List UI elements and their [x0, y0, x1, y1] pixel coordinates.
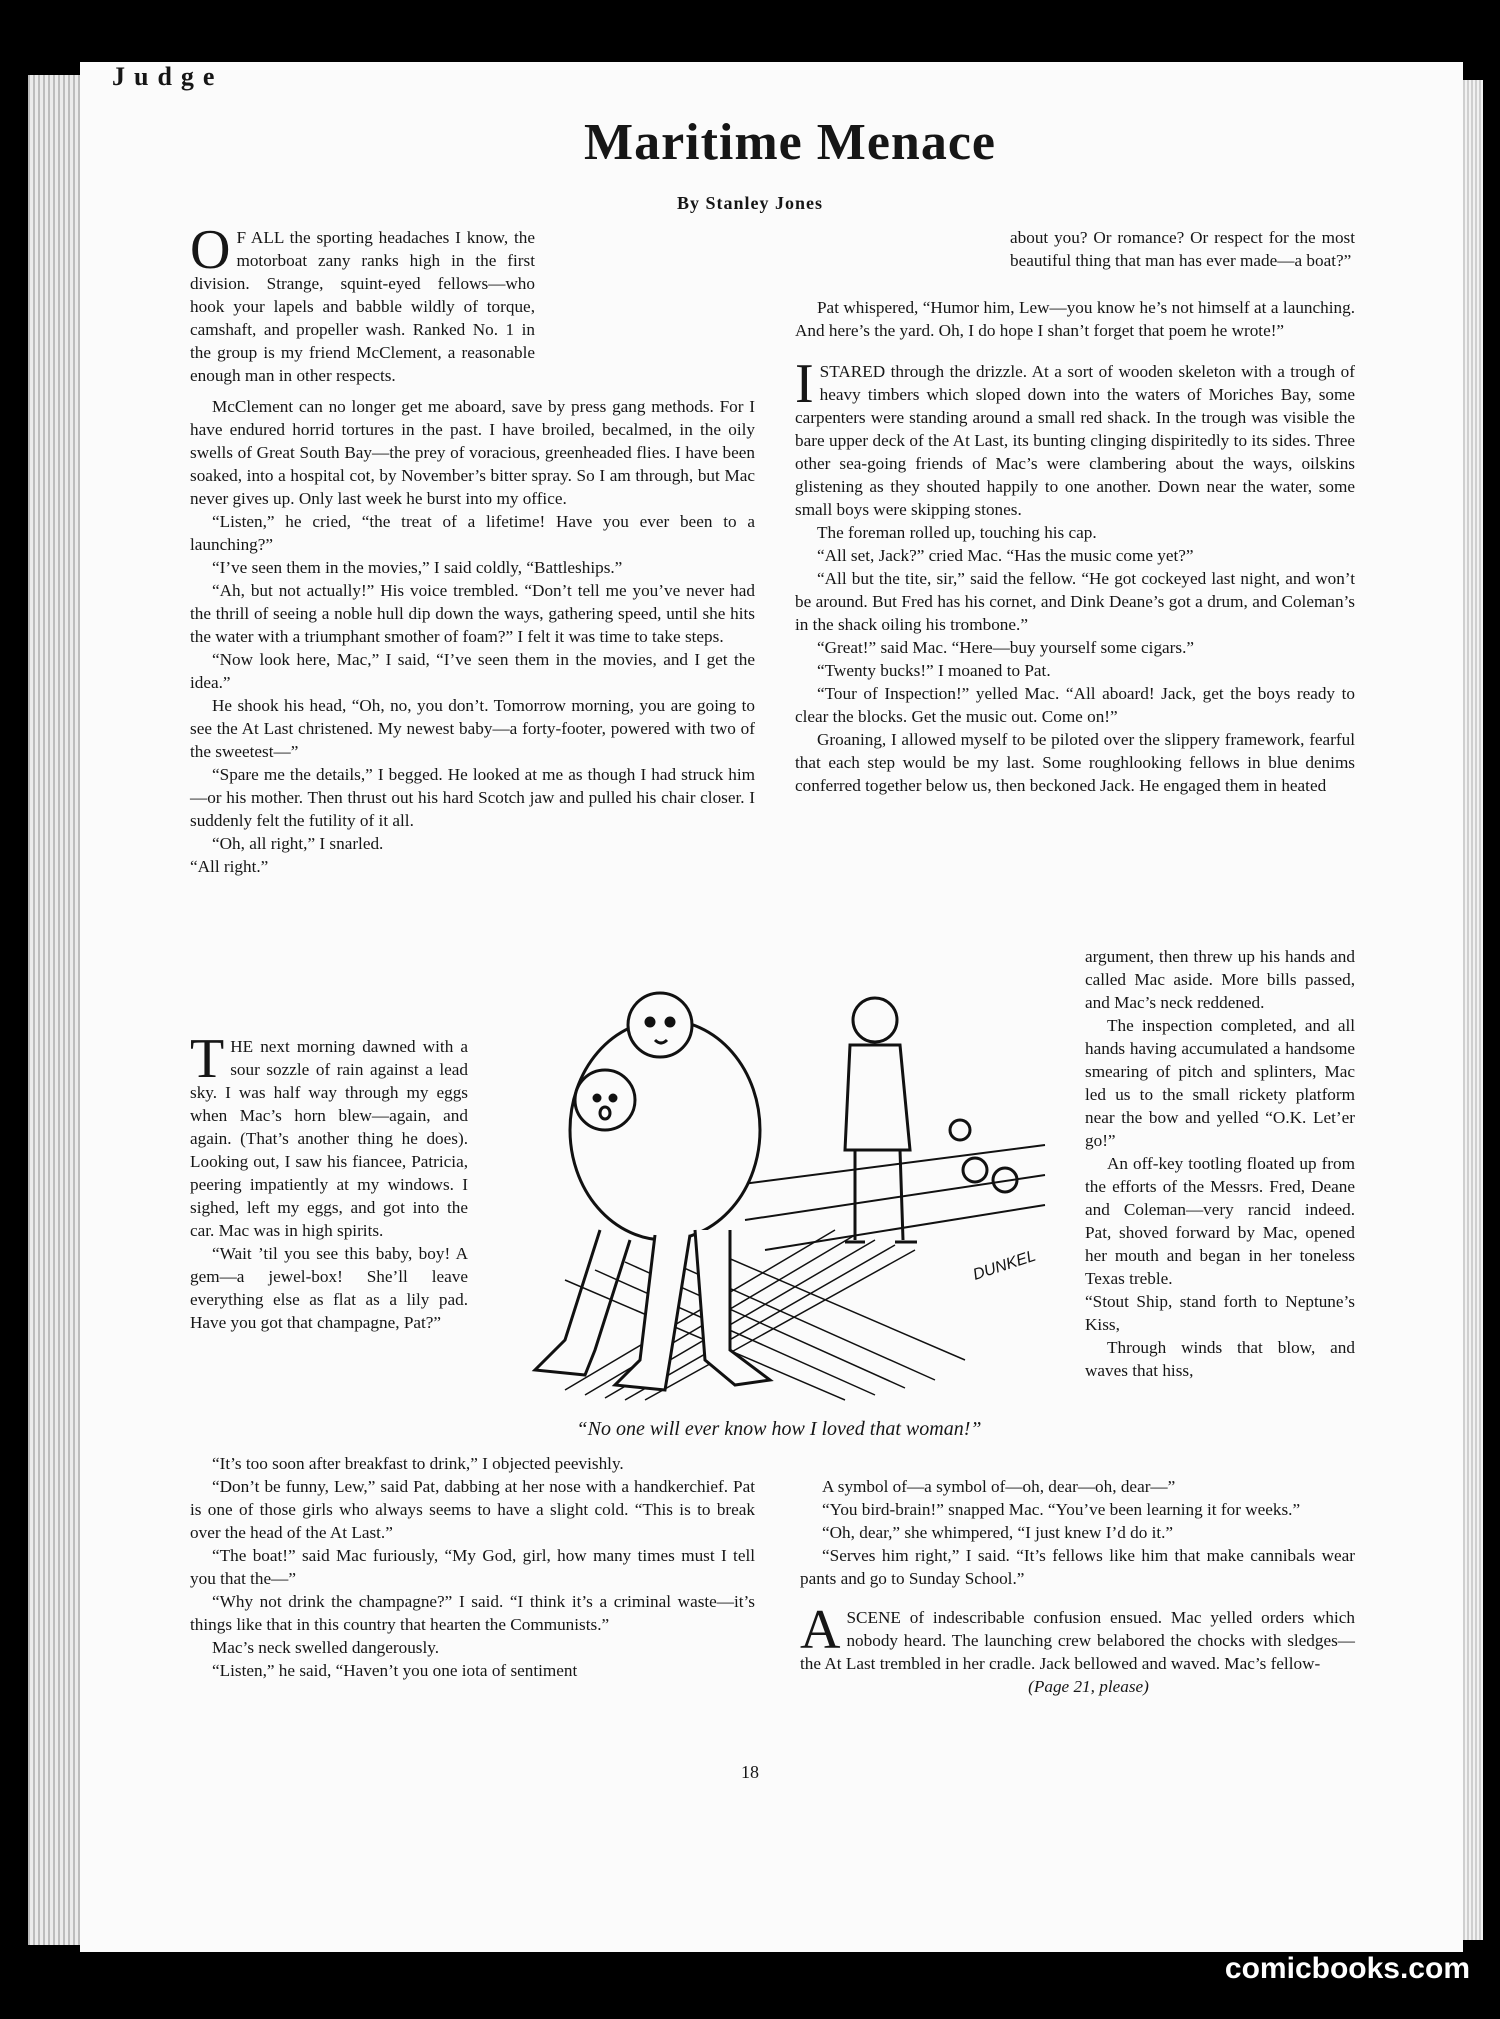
paragraph: “Great!” said Mac. “Here—buy yourself some cigars.”: [817, 638, 1195, 657]
paragraph: “Twenty bucks!” I moaned to Pat.: [817, 661, 1051, 680]
paragraph: Mac’s neck swelled dangerously.: [212, 1638, 440, 1657]
continued-note: (Page 21, please): [1028, 1677, 1149, 1696]
paragraph: An off-key tootling floated up from the efforts of the Messrs. Fred, Deane and Coleman—very rancid indeed. Pat, shoved forward by Mac, opened her mouth and began in her toneless Texas treble.: [1085, 1154, 1355, 1288]
drop-cap: T: [190, 1028, 225, 1090]
page-edge: [1463, 80, 1483, 1940]
column-1-top: [190, 219, 535, 387]
drop-cap: I: [795, 353, 814, 415]
article-title: Maritime Menace: [583, 114, 996, 171]
poem-line: Through winds that blow, and waves that hiss,: [1085, 1338, 1355, 1380]
column-1-bottom: [190, 1452, 755, 1682]
column-2-top: [1010, 226, 1355, 272]
paragraph: ISTARED through the drizzle. At a sort of wooden skeleton with a trough of heavy timbers which sloped down into the waters of Moriches Bay, some carpenters were standing around a small red shack. In the trough was visible the bare upper deck of the At Last, its bunting clinging dispiritedly to its sides. Three other sea-going friends of Mac’s were clambering about the ways, oilskins glistening as they shouted happily to one another. Down near the water, some small boys were skipping stones.: [795, 353, 1355, 519]
paragraph: “Wait ’til you see this baby, boy! A gem—a jewel-box! She’ll leave everything else as flat as a lily pad. Have you got that champagne, Pat?”: [190, 1244, 468, 1332]
paragraph: He shook his head, “Oh, no, you don’t. Tomorrow morning, you are going to see the At Last christened. My newest baby—a forty-footer, powered with two of the sweetest—”: [190, 696, 755, 761]
book-spine: [28, 75, 82, 1945]
column-1: [190, 395, 755, 878]
column-2-narrow: [1085, 945, 1355, 1382]
paragraph: Pat whispered, “Humor him, Lew—you know he’s not himself at a launching. And here’s the yard. Oh, I do hope I shan’t forget that poem he wrote!”: [795, 298, 1355, 340]
artist-signature: DUNKEL: [970, 1247, 1038, 1284]
paragraph: “The boat!” said Mac furiously, “My God, girl, how many times must I tell you that the—”: [190, 1546, 755, 1588]
paragraph: THE next morning dawned with a sour sozzle of rain against a lead sky. I was half way through my eggs when Mac’s horn blew—again, and again. (That’s another thing he does). Looking out, I saw his fiancee, Patricia, peering impatiently at my windows. I sighed, left my eggs, and got into the car. Mac was in high spirits.: [190, 1028, 468, 1240]
cartoon-illustration: [505, 980, 1065, 1410]
poem-line: A symbol of—a symbol of—oh, dear—oh, dear—”: [822, 1477, 1176, 1496]
paragraph: ASCENE of indescribable confusion ensued. Mac yelled orders which nobody heard. The launching crew belabored the chocks with sledges—the At Last trembled in her cradle. Jack bellowed and waved. Mac’s fellow-: [800, 1599, 1355, 1673]
paragraph: The inspection completed, and all hands having accumulated a handsome smearing of pitch and splinters, Mac led us to the small rickety platform near the bow and yelled “O.K. Let’er go!”: [1085, 1016, 1355, 1150]
paragraph: argument, then threw up his hands and called Mac aside. More bills passed, and Mac’s neck reddened.: [1085, 947, 1355, 1012]
paragraph: “All set, Jack?” cried Mac. “Has the music come yet?”: [817, 546, 1194, 565]
paragraph: Groaning, I allowed myself to be piloted over the slippery framework, fearful that each step would be my last. Some roughlooking fellows in blue denims conferred together below us, then beckoned Jack. He engaged them in heated: [795, 730, 1355, 795]
paragraph: “Oh, all right,” I snarled.: [212, 834, 384, 853]
paragraph: about you? Or romance? Or respect for the most beautiful thing that man has ever made—a boat?”: [1010, 228, 1355, 270]
column-2-bottom: [800, 1475, 1355, 1698]
masthead: Judge: [112, 62, 224, 91]
paragraph: The foreman rolled up, touching his cap.: [817, 523, 1097, 542]
cartoon-caption: “No one will ever know how I loved that woman!”: [576, 1418, 982, 1440]
page-number: 18: [741, 1762, 759, 1782]
drop-cap: O: [190, 219, 231, 281]
column-2: [795, 296, 1355, 797]
paragraph: “Now look here, Mac,” I said, “I’ve seen them in the movies, and I get the idea.”: [190, 650, 755, 692]
watermark: comicbooks.com: [1224, 1952, 1470, 1985]
paragraph: “Listen,” he said, “Haven’t you one iota of sentiment: [212, 1661, 578, 1680]
paragraph: “Oh, dear,” she whimpered, “I just knew I’d do it.”: [822, 1523, 1174, 1542]
paragraph: “Listen,” he cried, “the treat of a lifetime! Have you ever been to a launching?”: [190, 512, 755, 554]
paragraph: “Spare me the details,” I begged. He looked at me as though I had struck him—or his mother. Then thrust out his hard Scotch jaw and pulled his chair closer. I suddenly felt the futility of it all.: [190, 765, 755, 830]
paragraph: “Why not drink the champagne?” I said. “I think it’s a criminal waste—it’s things like that in this country that hearten the Communists.”: [190, 1592, 755, 1634]
paragraph: “Don’t be funny, Lew,” said Pat, dabbing at her nose with a handkerchief. Pat is one of those girls who always seems to have a slight cold. “This is to break over the head of the At Last.”: [190, 1477, 755, 1542]
paragraph: “It’s too soon after breakfast to drink,” I objected peevishly.: [212, 1454, 624, 1473]
paragraph: “I’ve seen them in the movies,” I said coldly, “Battleships.”: [212, 558, 623, 577]
paragraph: “Tour of Inspection!” yelled Mac. “All aboard! Jack, get the boys ready to clear the blocks. Get the music out. Come on!”: [795, 684, 1355, 726]
paragraph: “Serves him right,” I said. “It’s fellows like him that make cannibals wear pants and go to Sunday School.”: [800, 1546, 1355, 1588]
poem-line: “Stout Ship, stand forth to Neptune’s Kiss,: [1085, 1292, 1355, 1334]
byline: By Stanley Jones: [676, 193, 824, 213]
paragraph: “All right.”: [190, 857, 269, 876]
paragraph: McClement can no longer get me aboard, save by press gang methods. For I have endured horrid tortures in the past. I have broiled, becalmed, in the oily swells of Great South Bay—the prey of voracious, greenheaded flies. I have been soaked, into a hospital cot, by November’s bitter spray. So I am through, but Mac never gives up. Only last week he burst into my office.: [190, 397, 755, 508]
paragraph: “All but the tite, sir,” said the fellow. “He got cockeyed last night, and won’t be around. But Fred has his cornet, and Dink Deane’s got a drum, and Coleman’s in the shack oiling his trombone.”: [795, 569, 1355, 634]
paragraph: “You bird-brain!” snapped Mac. “You’ve been learning it for weeks.”: [822, 1500, 1301, 1519]
drop-cap: A: [800, 1599, 841, 1661]
column-1-lower: [190, 1028, 468, 1334]
paragraph: “Ah, but not actually!” His voice trembled. “Don’t tell me you’ve never had the thrill of seeing a noble hull dip down the ways, gathering speed, until she hits the water with a triumphant smother of foam?” I felt it was time to take steps.: [190, 581, 755, 646]
paragraph: O F ALL the sporting headaches I know, the motorboat zany ranks high in the first division. Strange, squint-eyed fellows—who hook your lapels and babble wildly of torque, camshaft, and propeller wash. Ranked No. 1 in the group is my friend McClement, a reasonable enough man in other respects.: [190, 219, 535, 385]
